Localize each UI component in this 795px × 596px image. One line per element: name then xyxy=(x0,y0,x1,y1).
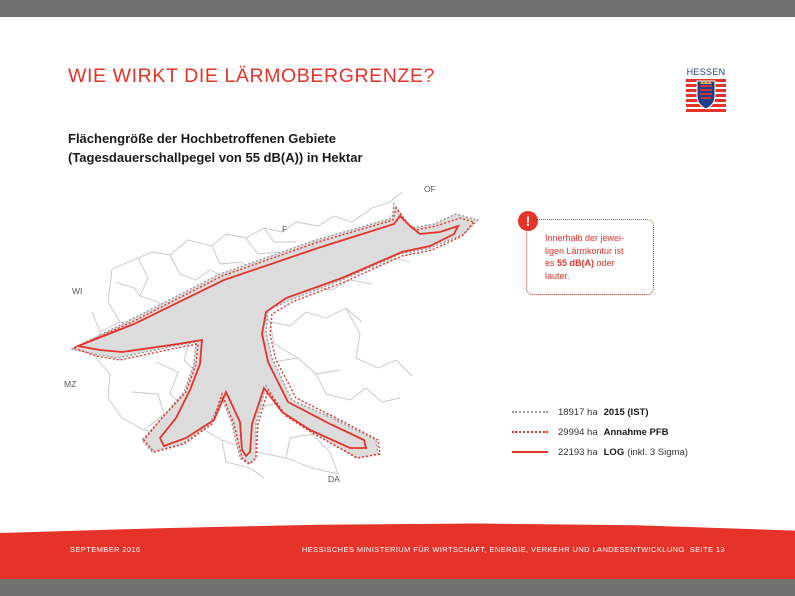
footer-ministry xyxy=(302,545,725,554)
legend-row-2015 xyxy=(512,402,688,422)
footer-page-number: SEITE 13 xyxy=(689,545,725,554)
hessen-coat-of-arms-icon xyxy=(686,79,726,115)
info-line-3-suffix: oder xyxy=(594,258,615,268)
label-of: OF xyxy=(424,184,436,194)
legend-row-pfb xyxy=(512,422,688,442)
exclamation-icon: ! xyxy=(518,211,538,231)
footer-ministry-name: HESSISCHES MINISTERIUM FÜR WIRTSCHAFT, ENERGIE, VERKEHR UND LANDESENTWICKLUNG xyxy=(301,545,685,554)
legend-value: 22193 ha xyxy=(558,446,598,458)
legend-value: 29994 ha xyxy=(558,426,598,438)
legend-label: Annahme PFB xyxy=(603,426,669,438)
legend xyxy=(512,402,688,462)
legend-label: 2015 (IST) xyxy=(603,406,649,418)
page-title: WIE WIRKT DIE LÄRMOBERGRENZE? xyxy=(68,65,436,87)
label-mz: MZ xyxy=(64,379,77,389)
footer-date: SEPTEMBER 2016 xyxy=(70,545,141,554)
legend-swatch-grey-dotted xyxy=(512,411,548,413)
logo-text: HESSEN xyxy=(686,67,726,77)
legend-swatch-red-solid xyxy=(512,451,548,453)
info-line-3-prefix: es xyxy=(545,258,558,268)
noise-contour-map xyxy=(60,162,480,482)
label-f: F xyxy=(282,224,288,234)
info-callout xyxy=(525,213,654,295)
info-line-3-bold: 55 dB(A) xyxy=(557,258,595,268)
legend-value: 18917 ha xyxy=(558,406,598,418)
legend-row-log xyxy=(512,442,688,462)
label-da: DA xyxy=(328,474,340,482)
contour-2015-ist xyxy=(72,204,478,464)
legend-extra: (inkl. 3 Sigma) xyxy=(627,446,688,458)
slide xyxy=(0,17,795,579)
info-line-2: ligen Lärmkontur ist xyxy=(545,245,624,256)
info-line-4: lauter. xyxy=(545,270,570,281)
legend-swatch-red-dotted xyxy=(512,431,548,433)
legend-label: LOG xyxy=(603,446,625,458)
subtitle-line-2: (Tagesdauerschallpegel von 55 dB(A)) in Hektar xyxy=(68,150,363,165)
label-wi: WI xyxy=(72,286,83,296)
info-line-1: Innerhalb der jewei- xyxy=(545,233,625,243)
hessen-logo xyxy=(683,67,729,120)
subtitle-line-1: Flächengröße der Hochbetroffenen Gebiete xyxy=(68,131,336,146)
info-text xyxy=(545,232,624,282)
info-line-3 xyxy=(545,257,624,270)
